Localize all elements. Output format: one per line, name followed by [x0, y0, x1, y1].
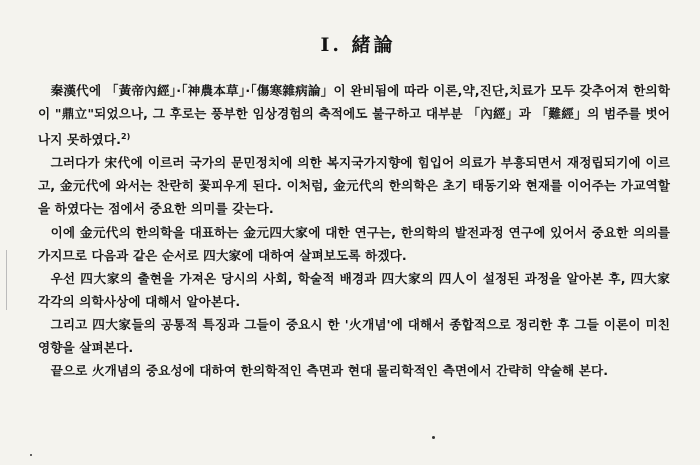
section-title: Ⅰ. 緒論 [320, 34, 396, 56]
scan-speck [432, 436, 435, 439]
scan-speck [30, 454, 32, 456]
paragraph-2: 그러다가 宋代에 이르러 국가의 문민정치에 의한 복지국가지향에 힘입어 의료가 부흥되면서 재정립되기에 이르고, 金元代에 와서는 찬란히 꽃피우게 된다. 이처럼, 金元代의 한의학은 초기 태동기와 현재를 이어주는 가교역할을 하였다는 점에서 중요한 의미를 갖는다. [38, 155, 670, 217]
paragraph-3: 이에 金元代의 한의학을 대표하는 金元四大家에 대한 연구는, 한의학의 발전과정 연구에 있어서 중요한 의의를 가지므로 다음과 같은 순서로 四大家에 대하여 살펴보도록 하겠다. [38, 224, 670, 263]
paragraph-1 [38, 79, 670, 151]
paragraph-6: 끝으로 火개념의 중요성에 대하여 한의학적인 측면과 현대 물리학적인 측면에서 간략히 약술해 본다. [50, 363, 609, 379]
paragraph-5: 그리고 四大家들의 공통적 특징과 그들이 중요시 한 '火개념'에 대해서 종합적으로 정리한 후 그들 이론이 미친영향을 살펴본다. [38, 316, 670, 356]
footnote-reference: 2) [120, 132, 131, 142]
body-text [38, 79, 670, 382]
paragraph-1-text: 秦漢代에 「黃帝內經」·「神農本草」·「傷寒雜病論」이 완비됨에 따라 이론,약,진단,치료가 모두 갖추어져 한의학이 "鼎立"되었으나, 그 후로는 풍부한 임상경험의 축적에도 불구하고 대부분 「內經」과 「難經」의 범주를 벗어나지 못하였다. [38, 83, 670, 148]
paragraph-4: 우선 四大家의 출현을 가져온 당시의 사회, 학술적 배경과 四大家의 四人이 설정된 과정을 알아본 후, 四大家 각각의 의학사상에 대해서 알아본다. [38, 270, 670, 309]
scan-margin-mark [6, 250, 7, 310]
